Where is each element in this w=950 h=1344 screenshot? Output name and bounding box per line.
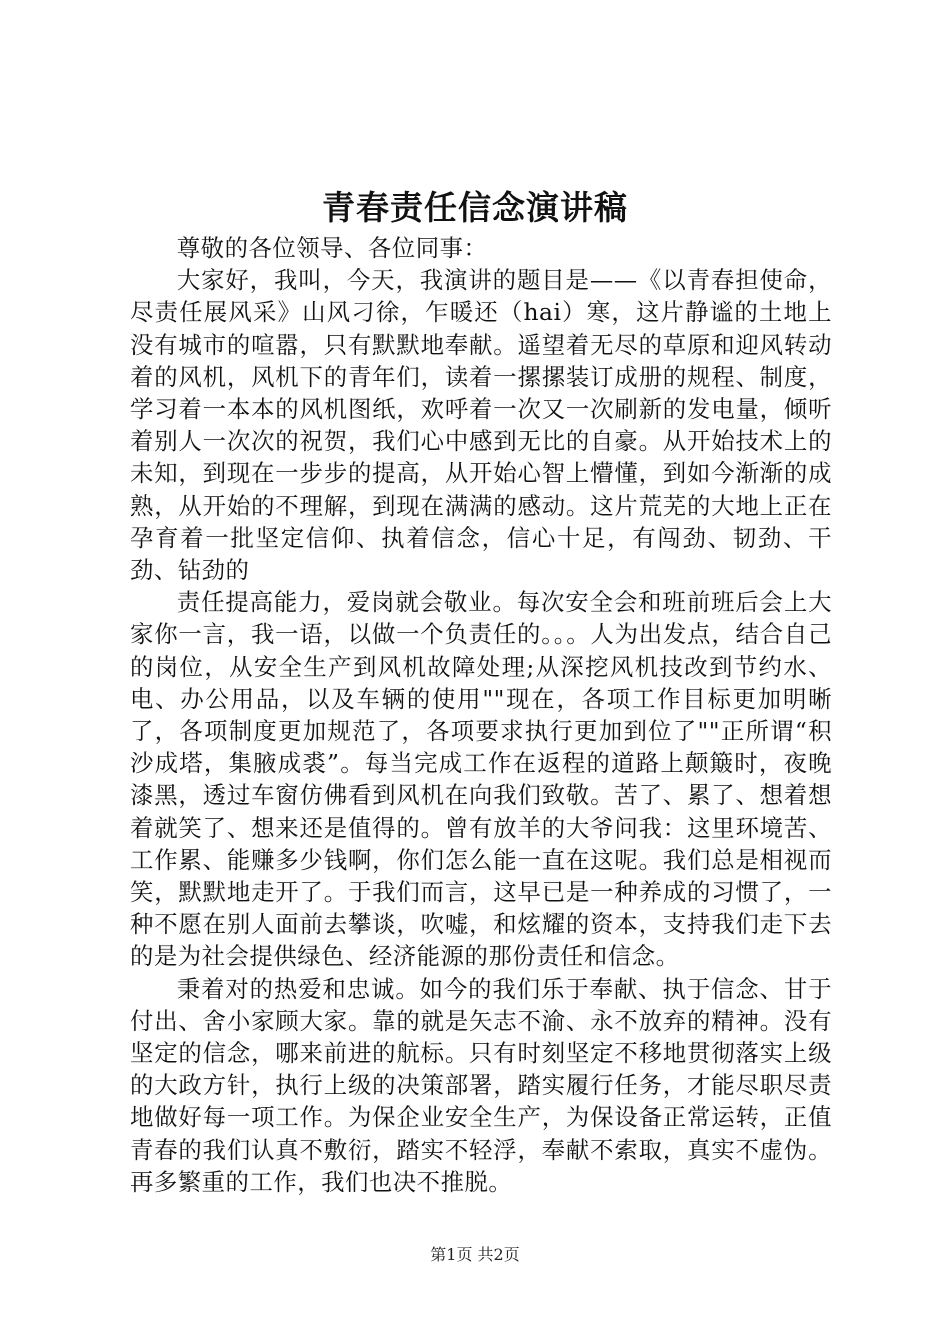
paragraph-1: 大家好，我叫，今天，我演讲的题目是——《以青春担使命，尽责任展风采》山风刁徐，乍暖还（hai）寒，这片静谧的土地上没有城市的喧嚣，只有默默地奉献。遥望着无尽的草原和迎风转动着的风机，风机下的青年们，读着一摞摞装订成册的规程、制度，学习着一本本的风机图纸，欢呼着一次又一次刷新的发电量，倾听着别人一次次的祝贺，我们心中感到无比的自豪。从开始技术上的未知，到现在一步步的提高，从开始心智上懵懂，到如今渐渐的成熟，从开始的不理解，到现在满满的感动。这片荒芜的大地上正在孕育着一批坚定信仰、执着信念，信心十足，有闯劲、韧劲、干劲、钻劲的 [130,266,832,585]
paragraph-2: 责任提高能力，爱岗就会敬业。每次安全会和班前班后会上大家你一言，我一语，以做一个负责任的。。。人为出发点，结合自己的岗位，从安全生产到风机故障处理;从深挖风机技改到节约水、电、办公用品，以及车辆的使用""现在，各项工作目标更加明晰了，各项制度更加规范了，各项要求执行更加到位了""正所谓“积沙成塔，集腋成裘”。每当完成工作在返程的道路上颠簸时，夜晚漆黑，透过车窗仿佛看到风机在向我们致敬。苦了、累了、想着想着就笑了、想来还是值得的。曾有放羊的大爷问我：这里环境苦、工作累、能赚多少钱啊，你们怎么能一直在这呢。我们总是相视而笑，默默地走开了。于我们而言，这早已是一种养成的习惯了，一种不愿在别人面前去攀谈，吹嘘，和炫耀的资本，支持我们走下去的是为社会提供绿色、经济能源的那份责任和信念。 [130,588,832,971]
document-title: 青春责任信念演讲稿 [322,188,628,227]
paragraph-3: 秉着对的热爱和忠诚。如今的我们乐于奉献、执于信念、甘于付出、舍小家顾大家。靠的就是矢志不渝、永不放弃的精神。没有坚定的信念，哪来前进的航标。只有时刻坚定不移地贯彻落实上级的大政方针，执行上级的决策部署，踏实履行任务，才能尽职尽责地做好每一项工作。为保企业安全生产，为保设备正常运转，正值青春的我们认真不敷衍，踏实不轻浮，奉献不索取，真实不虚伪。再多繁重的工作，我们也决不推脱。 [130,974,832,1196]
page-footer: 第1页 共2页 [430,1245,520,1264]
salutation: 尊敬的各位领导、各位同事： [176,234,488,262]
document-body [130,232,832,1198]
